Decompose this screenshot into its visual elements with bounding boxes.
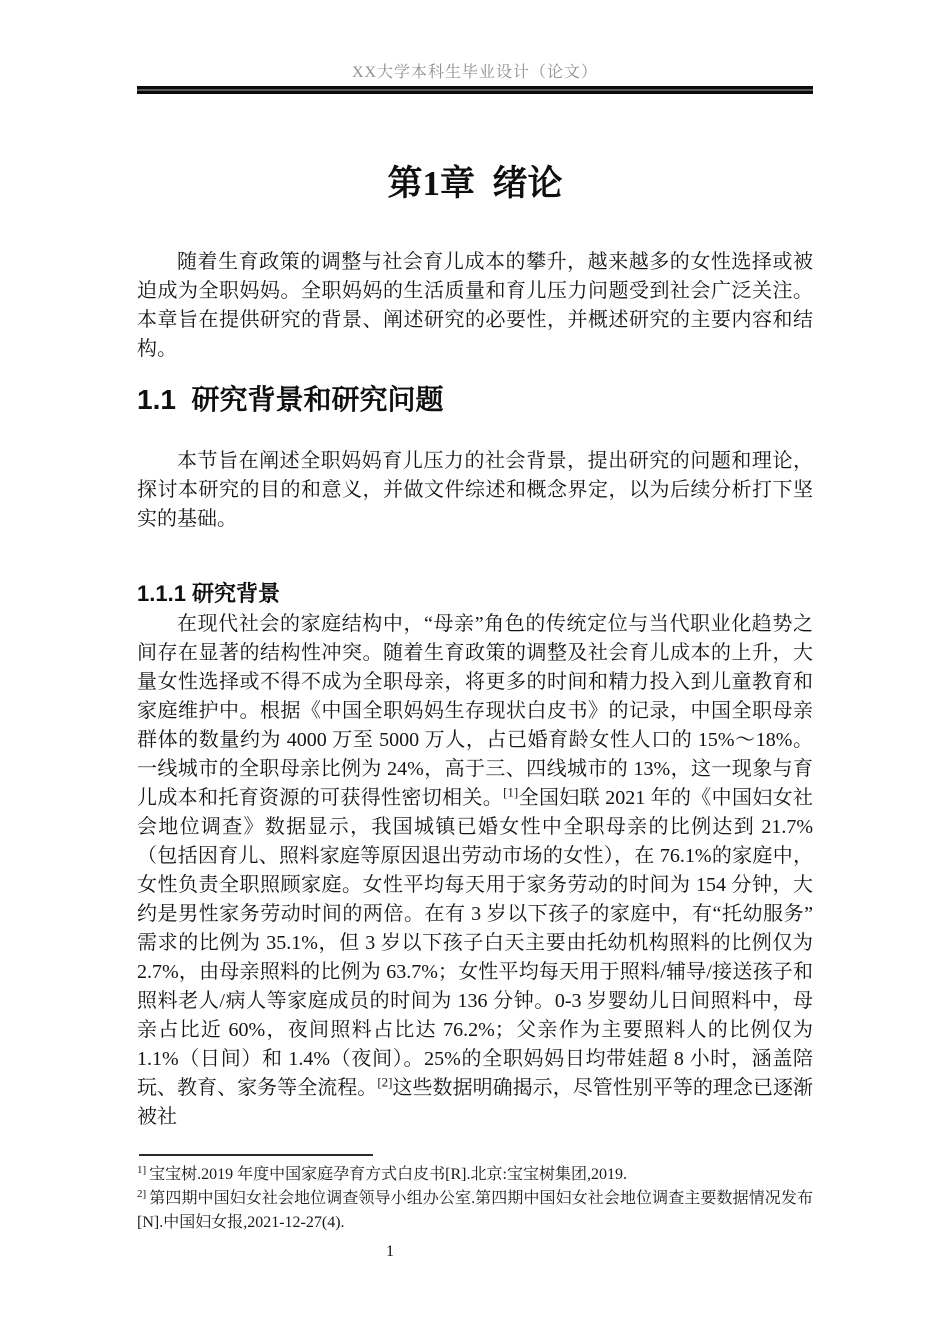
background-text-3: 这些数据明确揭示，尽管性别平等的理念已逐渐被社	[137, 1077, 814, 1128]
footnote-1-text: 宝宝树.2019 年度中国家庭孕育方式白皮书[R].北京:宝宝树集团,2019.	[149, 1166, 627, 1183]
section-heading-1-1: 1.1 研究背景和研究问题	[137, 384, 444, 415]
footnote-2	[137, 1187, 813, 1235]
footnote-section	[137, 1154, 813, 1235]
intro-paragraph: 随着生育政策的调整与社会育儿成本的攀升，越来越多的女性选择或被迫成为全职妈妈。全职妈妈的生活质量和育儿压力问题受到社会广泛关注。本章旨在提供研究的背景、阐述研究的必要性，并概述研究的主要内容和结构。	[137, 251, 813, 360]
chapter-title: 第1章 绪论	[387, 164, 563, 203]
footnote-separator-rule	[139, 1154, 373, 1156]
section-intro-paragraph: 本节旨在阐述全职妈妈育儿压力的社会背景，提出研究的问题和理论，探讨本研究的目的和意义，并做文件综述和概念界定，以为后续分析打下坚实的基础。	[137, 450, 813, 530]
subsection-heading-1-1-1: 1.1.1 研究背景	[137, 581, 281, 606]
footnote-1	[137, 1163, 813, 1187]
page-number: 1	[386, 1243, 394, 1260]
footnote-ref-2: [2]	[377, 1074, 393, 1090]
footnote-2-marker: 2]	[137, 1187, 147, 1200]
footnote-1-marker: 1]	[137, 1163, 147, 1176]
background-text-1: 在现代社会的家庭结构中，“母亲”角色的传统定位与当代职业化趋势之间存在显著的结构性冲突。随着生育政策的调整及社会育儿成本的上升，大量女性选择或不得不成为全职母亲，将更多的时间和精力投入到儿童教育和家庭维护中。根据《中国全职妈妈生存现状白皮书》的记录，中国全职母亲群体的数量约为 4000 万至 5000 万人，占已婚育龄女性人口的 15%～18%。一线城市的全职母亲比例为 24%，高于三、四线城市的 13%，这一现象与育儿成本和托育资源的可获得性密切相关。	[137, 613, 813, 809]
footnote-ref-1: [1]	[503, 784, 519, 800]
background-text-2: 全国妇联 2021 年的《中国妇女社会地位调查》数据显示，我国城镇已婚女性中全职母亲的比例达到 21.7%（包括因育儿、照料家庭等原因退出劳动市场的女性），在 76.1%的家庭中，女性负责全职照顾家庭。女性平均每天用于家务劳动的时间为 154 分钟，大约是男性家务劳动时间的两倍。在有 3 岁以下孩子的家庭中，有“托幼服务”需求的比例为 35.1%，但 3 岁以下孩子白天主要由托幼机构照料的比例仅为 2.7%，由母亲照料的比例为 63.7%；女性平均每天用于照料/辅导/接送孩子和照料老人/病人等家庭成员的时间为 136 分钟。0-3 岁婴幼儿日间照料中，母亲占比近 60%，夜间照料占比达 76.2%；父亲作为主要照料人的比例仅为 1.1%（日间）和 1.4%（夜间）。25%的全职妈妈日均带娃超 8 小时，涵盖陪玩、教育、家务等全流程。	[137, 787, 814, 1099]
running-head: XX大学本科生毕业设计（论文）	[351, 64, 599, 81]
footnote-2-text: 第四期中国妇女社会地位调查领导小组办公室.第四期中国妇女社会地位调查主要数据情况发布[N].中国妇女报,2021-12-27(4).	[137, 1190, 813, 1231]
background-paragraph	[137, 610, 813, 1132]
header-divider-rule	[137, 86, 813, 94]
